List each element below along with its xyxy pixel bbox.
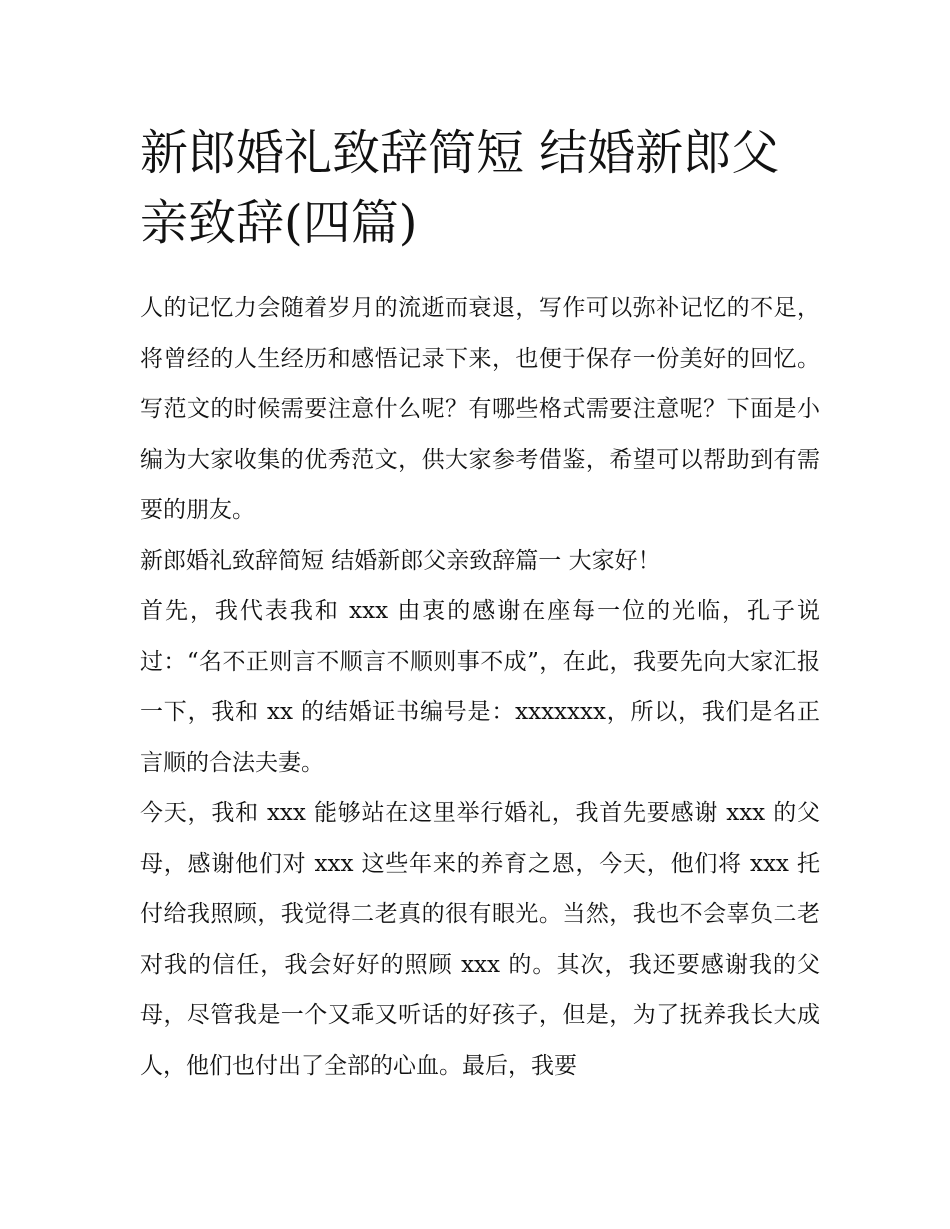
body-paragraph: 首先，我代表我和 xxx 由衷的感谢在座每一位的光临，孔子说过：“名不正则言不顺言不顺则事不成”，在此，我要先向大家汇报一下，我和 xx 的结婚证书编号是：xxxxxxx，所以，我们是名正言顺的合法夫妻。 <box>140 598 820 776</box>
document-title: 新郎婚礼致辞简短 结婚新郎父亲致辞(四篇) <box>140 125 780 251</box>
body-paragraph: 今天，我和 xxx 能够站在这里举行婚礼，我首先要感谢 xxx 的父母，感谢他们对 xxx 这些年来的养育之恩，今天，他们将 xxx 托付给我照顾，我觉得二老真的很有眼光。当然，我也不会辜负二老对我的信任，我会好好的照顾 xxx 的。其次，我还要感谢我的父母，尽管我是一个又乖又听话的好孩子，但是，为了抚养我长大成人，他们也付出了全部的心血。最后，我要 <box>140 800 820 1079</box>
document-body <box>140 283 820 1091</box>
intro-paragraph: 人的记忆力会随着岁月的流逝而衰退，写作可以弥补记忆的不足，将曾经的人生经历和感悟记录下来，也便于保存一份美好的回忆。写范文的时候需要注意什么呢？有哪些格式需要注意呢？下面是小编为大家收集的优秀范文，供大家参考借鉴，希望可以帮助到有需要的朋友。 <box>140 295 820 523</box>
section-heading-paragraph: 新郎婚礼致辞简短 结婚新郎父亲致辞篇一 大家好！ <box>140 547 661 574</box>
